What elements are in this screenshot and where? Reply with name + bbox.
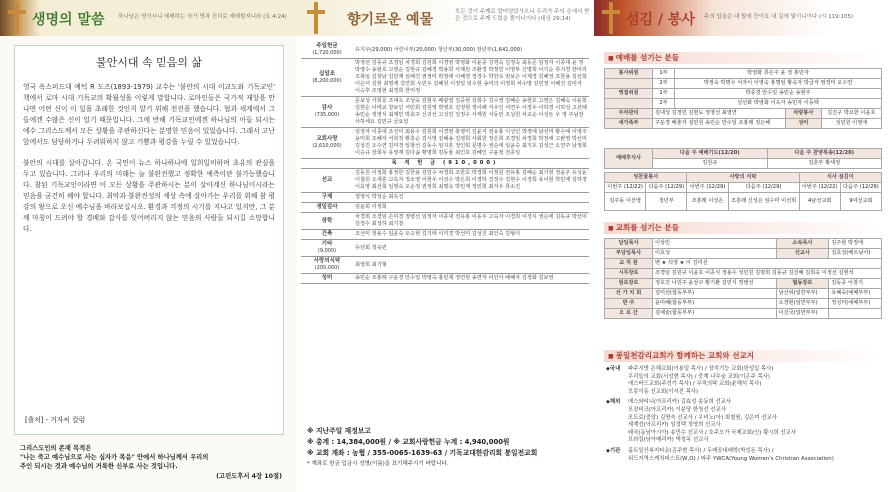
worship-row (605, 119, 882, 129)
cell-value: 김훈부 황세정 (767, 159, 882, 169)
offering-subtitle: 모든 것이 주께로 말미암았사오니 우리가 주의 손에서 받은 것으로 주께 드렸을 뿐이니이다 (대상 29:14) (455, 9, 590, 22)
cell-value: 조경임 김원규 이윤호 이종식 정용수 성민원 김명희 김동규 김진혜 김희숙 이정선 김현석 (653, 269, 882, 279)
mission-line: 태국(동남아시아) 송민수 선교사 / 호주오가 국제교회(인) 황시희 선교사 (628, 429, 797, 436)
mission-line: 에스바드교회(주성기 목사) / 무적의탁 교회(윤해석 목사) (628, 381, 762, 388)
mission-line: 세계선(아프리카) 임정택 정영희 선교사 (628, 422, 721, 429)
category-name: 교회사랑 (316, 136, 338, 142)
cell-value: 박영화 류은주 윤 정 홍민자 (675, 69, 882, 79)
cell-header: 다음 주 찬양특송(12/20) (767, 149, 882, 159)
cell-value: 이효성 (653, 249, 777, 259)
mission-label: ◆ 국내 (606, 366, 628, 396)
worship-row (605, 99, 882, 109)
cell-label: 교 직 원 (605, 259, 653, 269)
offering-category (301, 203, 353, 213)
offering-names: 최영희 최기형 (353, 257, 589, 274)
cell-label: 선교사 (776, 249, 829, 259)
report-note: * 계좌로 헌금 입금시 성명(이름)을 표기해주시기 바랍니다. (307, 461, 449, 467)
mission-group (606, 399, 884, 445)
schedule-date: 이번주 (12/22) (605, 183, 646, 193)
offering-row (301, 128, 589, 159)
schedule-date: 다음주 (12/29) (840, 183, 881, 193)
cell-value: 성선화 박영화 이옥자 송민자 이동택 (675, 99, 882, 109)
mission-group (606, 366, 884, 396)
report-line: ※ 지난주일 재정보고 (307, 427, 371, 435)
offering-row (301, 169, 589, 193)
category-name: 사랑의식탁 (313, 258, 341, 264)
offering-row (301, 193, 589, 203)
cell-value: 김미선(합동부부) (653, 289, 777, 299)
worship-row (605, 109, 882, 119)
worship-row (605, 69, 882, 79)
category-amount: (735,000) (314, 112, 340, 118)
category-name: 주일헌금 (316, 43, 338, 49)
mission-line: 에스와티니(아프리카) 김효성 송동희 선교사 (628, 399, 732, 406)
mission-line: 모도로(중앙) 김명숙 선교사 / 우비노(아) 최철원, 김은미 선교사 (628, 414, 777, 421)
schedule-date: 다음주 (12/29) (646, 183, 687, 193)
cell-value: 이상민 (653, 239, 777, 249)
cell-label: 협동장로 (776, 279, 829, 289)
offering-names: 유지우(29,000) 어린이부(20,000) 청년부(30,000) 장년부(1,641,000) (353, 42, 589, 59)
offering-table (301, 42, 589, 284)
offering-category (301, 230, 353, 240)
mission-line: 브라질(남아메리카) 박정옥 선교사 (628, 437, 709, 444)
staff-row (605, 289, 882, 299)
cell-header: 식사 섬김이 (799, 173, 881, 183)
category-name: 감사 (321, 105, 333, 111)
service-header (594, 0, 890, 36)
cell-value: 구둔경 배춘자 설민원 송민순 안수일 조홍래 정은혜 (653, 119, 786, 129)
offering-row (301, 42, 589, 59)
sermon-header (0, 0, 297, 36)
category-name: 기타 (321, 241, 333, 247)
cell-value: 김주현 박정애 (829, 239, 882, 249)
cell-label: 원로장로 (605, 279, 653, 289)
offering-names: 정영식 박성순 최옥진 (353, 193, 589, 203)
service-subtitle: 주의 입을은 내 발에 등이요 내 길에 빛이니이다 (시 119:105) (704, 14, 854, 20)
cell-part: 2부 (653, 99, 675, 109)
schedule-names: 김주동 이선영 (605, 193, 646, 211)
category-amount: (9,000) (317, 248, 337, 254)
category-amount: (8,200,000) (312, 77, 342, 84)
offering-row (301, 203, 589, 213)
offering-row (301, 59, 589, 97)
section-missions-heading: ■ 봉일천감리교회가 함께하는 교회와 선교지 (604, 350, 882, 362)
cell-value: 김진구 박요한 이윤호 (821, 109, 881, 119)
staff-row (605, 239, 882, 249)
article-title: 불안시대 속 믿음의 삶 (95, 56, 203, 69)
cell-value: 김대성 김정민 김현도 정영선 최영연 (653, 109, 786, 119)
offering-header (297, 0, 594, 36)
article-source: [출처] - 거자씨 칼럼 (25, 416, 86, 424)
cell-label: 봉사위원 (605, 69, 653, 79)
offering-row (301, 230, 589, 240)
offering-names: 김동원 이정희 홍정한 김한용 김민수 차경희 조한호 박경희 이정원 전유홍 김혜순 최기현 정윤주 유성윤 이철원 오세훈 고옥자 정소영 이현우 이성수 박은희 이경하 김정수 김현수 이경희 유이현 박민재 김하정 이효영 최선희 임영숙 오순정 권정희 최명숙 박민재 정민희 최지우 류소진 (353, 169, 589, 193)
cell-part: 1부 (653, 89, 675, 99)
schedule-names: 청년부 (646, 193, 687, 211)
cell-value: 김호성(베트남사) (829, 249, 882, 259)
article-box (14, 45, 284, 435)
mission-lines (628, 399, 796, 445)
offering-names: 임정자 이종대 조선미 최용수 김원희 이경영 홍영미 김윤지 전유홍 이성인 박정애 남선미 황수애 이영주 윤미희 조혜자 서희정 황흥순 김시영 김혜송 김영희 사회원 정은희 조경임 차경희 박정애 고완영 박선미 김성진 오수연 김미경 임창선 김동수 임지훈 정인희 문명수 권순애 임윤숙 최지호 김성근 오연주 남정희 이승규 장희우 유영재 김다솜 황명희 김동율 최인호 김혜인 구윤정 전종일 (353, 128, 589, 159)
category-name: 생일감사 (316, 204, 338, 210)
offering-row (301, 213, 589, 230)
offering-panel (297, 0, 594, 492)
cell-value: 김원규 (653, 159, 768, 169)
category-name: 성미 (321, 275, 333, 281)
staff-row (605, 249, 882, 259)
offering-row (301, 240, 589, 257)
category-name: 장학 (321, 217, 333, 224)
worship-row (605, 89, 882, 99)
verse-line: "나는 죽고 예수님으로 사는 십자가 복음" 안에서 하나님께서 우리의 (20, 454, 209, 461)
offering-row (301, 159, 589, 169)
cell-label: 새가족부 (605, 119, 653, 129)
cell-value: 유혜숙(예배부부) (829, 289, 882, 299)
cell-value: 박종경 안수일 송민순 송현주 (675, 89, 882, 99)
staff-row (605, 259, 882, 269)
worship-row (605, 79, 882, 89)
worship-extra-table (604, 148, 882, 169)
offering-names: 유년회 청육빈 (353, 240, 589, 257)
category-amount: (200,000) (314, 265, 340, 271)
staff-row (605, 309, 882, 319)
service-title: 섬김 / 봉사 (626, 12, 695, 28)
cell-label: 시무장로 (605, 269, 653, 279)
cross-icon (600, 0, 622, 36)
cell-label: 예배후식사 (605, 149, 653, 169)
cell-value: 김예슬(합동부부) (653, 309, 777, 319)
offering-category (301, 213, 353, 230)
mission-lines (628, 448, 834, 463)
cell-value: 변 ★ 석영 ★ 이 김미선 (653, 259, 882, 269)
verse-line: 그리스도인의 존재 목적은 (20, 445, 92, 452)
cross-icon (305, 0, 327, 36)
schedule-date: 이번주 (12/29) (687, 183, 728, 193)
cell-value: 소경현(일반부부) (776, 299, 829, 309)
schedule-date: 이번주 (12/22) (799, 183, 840, 193)
cell-header: 다음 주 예배기도(12/20) (653, 149, 768, 159)
report-line: ※ 교회 계좌 : 농협 / 355-0065-1639-63 / 기독교대한감리회 봉일전교회 (307, 449, 538, 457)
cell-label: 담임목사 (605, 239, 653, 249)
category-name: 구제 (321, 194, 333, 200)
cell-part: 1부 (653, 69, 675, 79)
staff-row (605, 269, 882, 279)
offering-names: 조선미 정용수 임윤숙 오승현 김기태 이미경 박선미 김성진 최인숙 김형식 (353, 230, 589, 240)
schedule-date: 다음주 (12/29) (728, 183, 799, 193)
article-paragraph: 영국 옥스퍼드대 예턱 R 도즈(1893-1979) 교수는 '불안의 시대 이교도와 기독교인' 책에서 로마 시대 기독교의 확월성을 이렇게 말합니다. 로마인들은 국가적 재앙을 만나면 어떤 신이 이 일을 초래한 것인지 알기 위해 전전을 했습니다. 협과 세계에서 그들에겐 수많은 신이 있기 때문입니다. 그에 반해 기독교인에겐 하나님의 아들 되시는 예수 그리스도께서 모든 상황을 주관하신다는 분명한 믿음이 있었습니다. 그래서 고난 앞에서도 담담하거나 두려워하지 않고 기쁨과 평강을 누릴 수 있었습니다. (23, 83, 275, 146)
cell-value: 성민원 이영애 (821, 119, 881, 129)
finance-report (307, 426, 589, 470)
offering-category (301, 240, 353, 257)
cell-value: 정호진 나원주 윤상구 황기환 김민식 정병선 (653, 279, 777, 289)
offering-category (301, 274, 353, 284)
verse-reference: (고린도후서 4장 10절) (216, 473, 282, 480)
offering-names: 박정선 김동규 조경임 차경희 김원희 이경영 박영화 이윤중 강경숙 김정숙 최동준 임정자 이종대 윤 정 박영수 송현호 고영순 김현규 김혜경 박용희 사계원 조환경 박정민 이영부 신명희 이기순 류지경 한미리 조복임 김창남 김민재 심해진 권정미 박정애 이혜정 정경수 박한옥 권보은 이제경 김혜정 조한용 김선희 이은서 김현 최명재 김연희 우민우 김혜원 이정일 임수현 송미의 이정희 차수명 김민정 서혜진 김미자 이승후 조영현 최경희 한미정 (353, 59, 589, 97)
offering-category (301, 193, 353, 203)
offering-category (301, 169, 353, 193)
serving-schedule-table (604, 172, 882, 211)
verse-line: 주인 되시는 것과 예수님의 거룩한 신부로 사는 것입니다. (20, 463, 178, 470)
sermon-subtitle: 하나님은 영이시니 예배하는 자가 영과 진리로 예배할지니라 (요 4:24) (118, 14, 287, 20)
category-amount: (1,720,000) (312, 50, 342, 56)
mission-lines (628, 366, 774, 396)
cell-part: 2부 (653, 79, 675, 89)
offering-category (301, 59, 353, 97)
cell-value: 박정숙 박명수 서자이 이영숙 홍명임 황숙자 박금자 염정미 오수연 (675, 79, 882, 89)
section-church-heading: ■ 교회를 섬기는 분들 (604, 222, 882, 234)
offering-category (301, 257, 353, 274)
report-line: ※ 총계 : 14,384,000원 / ※ 교회사랑헌금 누계 : 4,940,000원 (307, 438, 510, 446)
cell-value: 남선위(일반부부) (776, 289, 829, 299)
schedule-names: 조흥래 이성은 (687, 193, 728, 211)
cell-header: 성찬꽃봉사 (605, 173, 687, 183)
cross-icon (6, 0, 28, 36)
offering-title: 향기로운 예물 (347, 12, 434, 28)
mission-line: 위드지역스케치피스트(W,O) / 파주 YWCA(Young Women's Christian Association) (628, 455, 834, 462)
mission-line: 모몽이동 선교회(이서진 목사) (628, 388, 699, 395)
category-name: 선교 (321, 177, 333, 183)
category-name: 건축 (321, 231, 333, 237)
category-name: 십일조 (319, 70, 335, 77)
mission-line: 우리들의 교회(서성현 목사) / 중계 나무숲 교회(이은주 목사) (628, 373, 770, 380)
offering-row (301, 97, 589, 128)
offering-names: 차경희 조경임 손미경 정병선 임정자 이종대 전유홍 이동우 고숙자 이경희 이경식 권순애 김동규 박선미 김정수 최성하 최기창 (353, 213, 589, 230)
offering-names: 임윤희 이정희 (353, 203, 589, 213)
cell-value: 이진국(일반부부) (776, 309, 829, 319)
cell-label: 부담임목사 (605, 249, 653, 259)
cell-label: 주차관리 (605, 109, 653, 119)
offering-category (301, 42, 353, 59)
cell-value (829, 309, 882, 319)
staff-row (605, 279, 882, 289)
article-paragraph: 불안의 시대를 살아갑니다. 온 국민이 뉴스 하나하나에 일희일비하며 초유의 관심을 두고 있습니다. 그러나 우리의 미래는 늘 불완전했고 정확한 예측이란 불가능했습니다. 참된 기독교인이라면 이 모든 상황을 주관하시는 분이 살아계신 하나님이시라는 믿음을 굳건히 해야 합니다. 최악과 불완전성의 세상 속에 살아가는 우리를 위해 참 평강의 왕으로 오신 예수님을 바라보십시오. 환경과 걱정의 시기를 지나고 있지만, 그 분께 마칭이 드려야 할 경배와 감사를 잊어버리지 않는 믿음의 사람들 되시길 소망합니다. (23, 159, 275, 233)
cell-label: 소속목사 (776, 239, 829, 249)
memory-verse (20, 444, 282, 481)
sermon-title: 생명의 말씀 (32, 12, 105, 28)
mission-line: 파주지방 은혜교회(이용일 목사) / 장지기능 교회(한성일 목사) (628, 366, 774, 372)
offering-names: 문보성 사희룡 조대옥 조성숙 김현우 배광열 김중현 김희수 김수영 김혜순 송현호 고영은 김혜숙 이윤희 김현순 이태교 장보인 서민희 김원영 박영호 김정현 정이해 서우인 서연우 서정우 이하경 이하성 고선례 송민순 정영식 최재민 박효주 신귀선 고성민 김정수 서재원 서동민 조성원 차교순 이성돈 우 영 주님감사하세요 김민규 금요일 (353, 97, 589, 128)
cell-value: 김동중 이창기 (829, 279, 882, 289)
section-worship-heading: ■ 예배를 섬기는 분들 (604, 52, 882, 64)
cell-label: 성미 (785, 119, 821, 129)
category-amount: (2,610,000) (312, 143, 342, 149)
church-staff-table (604, 238, 882, 319)
cell-label (605, 99, 653, 109)
staff-row (605, 299, 882, 309)
offering-subheading: 목 적 헌 금 (910,000) (301, 159, 589, 169)
mission-group (606, 448, 884, 463)
offering-category (301, 128, 353, 159)
cell-value: 정성미(예배부부) (829, 299, 882, 309)
mission-label: ◆ 해외 (606, 399, 628, 445)
worship-table (604, 68, 882, 129)
missions-list (606, 366, 884, 466)
cell-label (605, 79, 653, 89)
schedule-names: 4남선교회 (799, 193, 840, 211)
cell-header: 사랑의 식탁 (687, 173, 799, 183)
mission-label: ◆ 기관 (606, 448, 628, 463)
sermon-panel (0, 0, 297, 492)
offering-names: 송민순 조홍래 구윤경 안수일 박명옥 홍민재 정연현 송연자 이인아 배혜자 김정화 김보영 (353, 274, 589, 284)
schedule-names: 9여선교회 (840, 193, 881, 211)
cell-label: 오 르 간 (605, 309, 653, 319)
cell-value: 윤미혜(합동부부) (653, 299, 777, 309)
cell-label: 반 주 (605, 299, 653, 309)
schedule-names: 조흥래 신성은 심수미 이선희 (728, 193, 799, 211)
offering-row (301, 257, 589, 274)
service-panel (594, 0, 890, 492)
cell-label: 차량봉사 (785, 109, 821, 119)
mission-line: 모잠비크(아프리카) 이분당 한청선 선교사 (628, 406, 726, 413)
cell-label: 영접위원 (605, 89, 653, 99)
cell-label: 선 가 치 회 (605, 289, 653, 299)
mission-line: 홀트일산복지타운(김주현 목사) / 두레공내래학(박성돈 목사) / (628, 447, 774, 454)
offering-row (301, 274, 589, 284)
offering-category (301, 97, 353, 128)
